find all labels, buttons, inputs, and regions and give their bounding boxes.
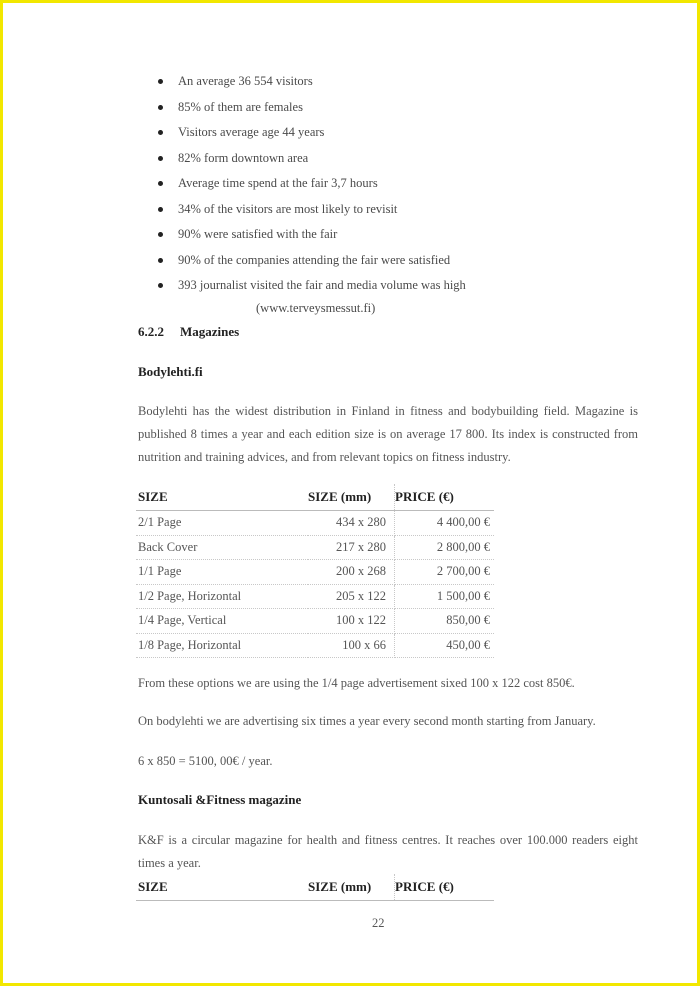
table-cell: 850,00 €: [395, 609, 495, 634]
page-number: 22: [372, 916, 385, 930]
table-cell: 1/8 Page, Horizontal: [136, 633, 308, 658]
source-citation: (www.terveysmessut.fi): [256, 301, 376, 315]
section-title: Magazines: [180, 324, 240, 339]
table-cell: 1 500,00 €: [395, 584, 495, 609]
table-cell: 434 x 280: [308, 511, 395, 536]
list-item: 90% of the companies attending the fair were satisfied: [150, 249, 466, 275]
kuntosali-intro: K&F is a circular magazine for health and fitness centres. It reaches over 100.000 readers eight times a year.: [138, 833, 638, 870]
table-cell: 450,00 €: [395, 633, 495, 658]
column-header-price: PRICE (€): [395, 484, 495, 511]
list-item: Average time spend at the fair 3,7 hours: [150, 172, 466, 198]
list-item: 393 journalist visited the fair and media volume was high: [150, 274, 466, 300]
bodylehti-intro: Bodylehti has the widest distribution in Finland in fitness and bodybuilding field. Magazine is published 8 times a year and each edition size is on average 17 800. Its index is constructed from nutrition and training advices, and from relevant topics on fitness industry.: [138, 404, 638, 464]
list-item: 85% of them are females: [150, 96, 466, 122]
table-cell: 205 x 122: [308, 584, 395, 609]
list-item: 82% form downtown area: [150, 147, 466, 173]
table-cell: 2 700,00 €: [395, 560, 495, 585]
table-cell: 1/4 Page, Vertical: [136, 609, 308, 634]
column-header-size: SIZE: [136, 484, 308, 511]
list-item: Visitors average age 44 years: [150, 121, 466, 147]
kuntosali-heading: Kuntosali &Fitness magazine: [138, 792, 302, 807]
table-cell: 1/2 Page, Horizontal: [136, 584, 308, 609]
list-item: 34% of the visitors are most likely to revisit: [150, 198, 466, 224]
table-cell: 217 x 280: [308, 535, 395, 560]
list-item: An average 36 554 visitors: [150, 70, 466, 96]
column-header-price: PRICE (€): [395, 874, 495, 901]
bodylehti-note-schedule: On bodylehti we are advertising six times a year every second month starting from January.: [138, 714, 596, 728]
table-cell: 1/1 Page: [136, 560, 308, 585]
list-item: 90% were satisfied with the fair: [150, 223, 466, 249]
table-cell: 2/1 Page: [136, 511, 308, 536]
column-header-size-mm: SIZE (mm): [308, 874, 395, 901]
table-cell: 4 400,00 €: [395, 511, 495, 536]
column-header-size-mm: SIZE (mm): [308, 484, 395, 511]
bodylehti-heading: Bodylehti.fi: [138, 364, 203, 379]
table-cell: 100 x 122: [308, 609, 395, 634]
bodylehti-note-option: From these options we are using the 1/4 page advertisement sixed 100 x 122 cost 850€.: [138, 676, 575, 690]
table-cell: 100 x 66: [308, 633, 395, 658]
column-header-size: SIZE: [136, 874, 308, 901]
table-cell: 2 800,00 €: [395, 535, 495, 560]
bodylehti-note-cost: 6 x 850 = 5100, 00€ / year.: [138, 754, 273, 768]
section-number: 6.2.2: [138, 324, 164, 339]
table-cell: 200 x 268: [308, 560, 395, 585]
table-cell: Back Cover: [136, 535, 308, 560]
